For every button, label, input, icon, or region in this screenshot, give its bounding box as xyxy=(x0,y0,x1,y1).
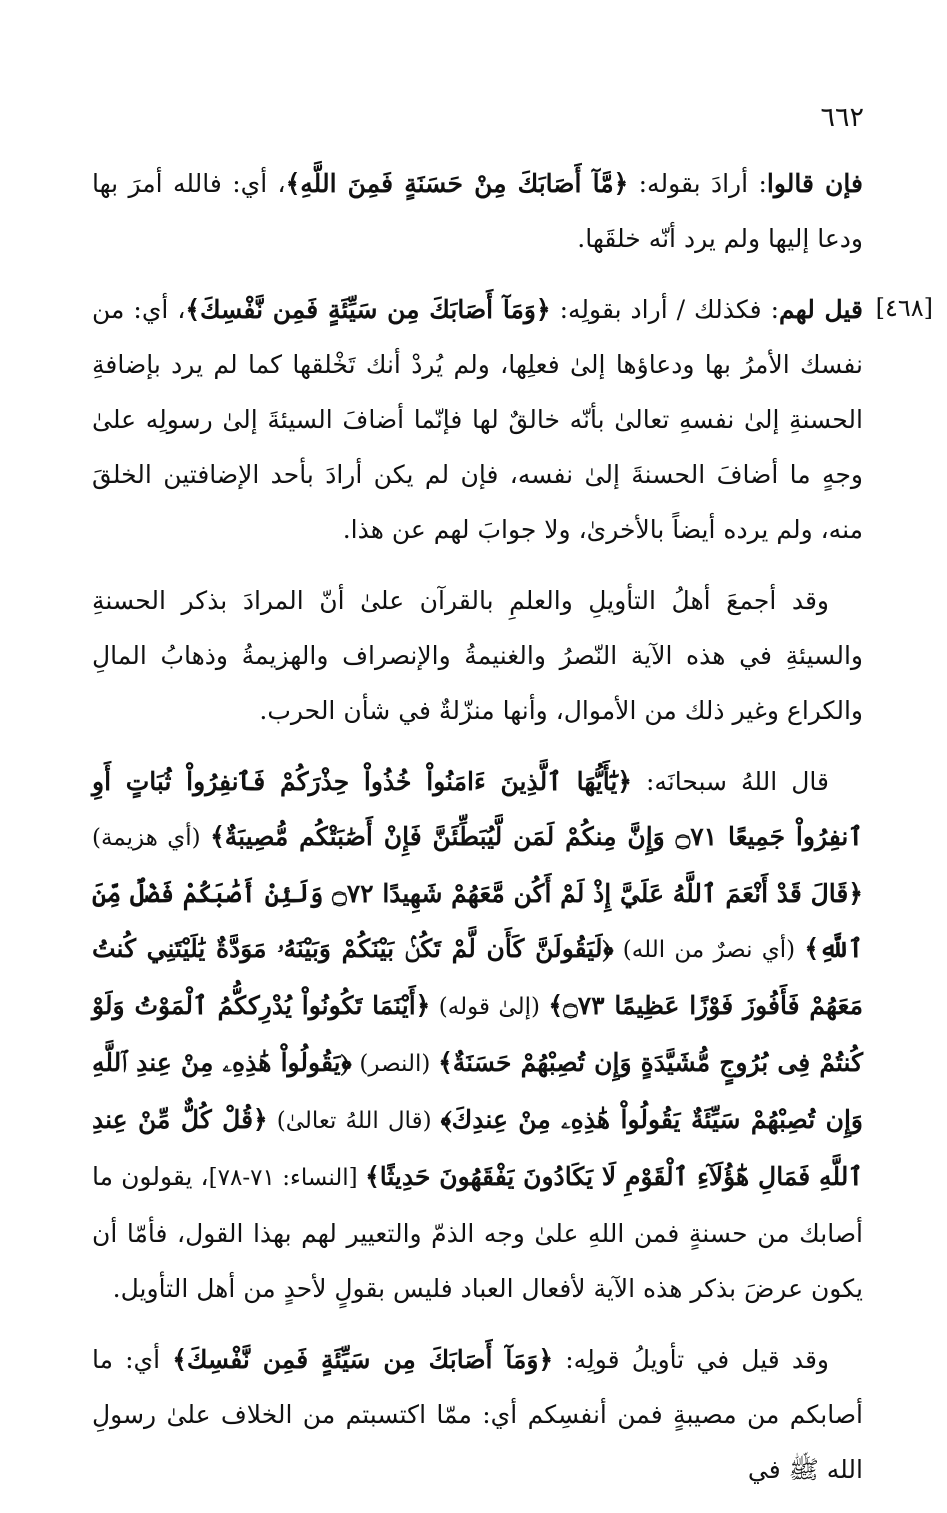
paragraph-5-after: أي: ما أصابكم من مصيبةٍ فمن أنفسِكم أي: ممّا اكتسبتم من الخلاف علىٰ رسولِ الله ﷺ في xyxy=(92,1345,863,1484)
margin-reference: [٤٦٨] xyxy=(875,294,933,322)
paragraph-4-citation: [النساء: ٧١-٧٨] xyxy=(208,1165,366,1191)
paragraph-3: وقد أجمعَ أهلُ التأويلِ والعلمِ بالقرآن علىٰ أنّ المرادَ بذكر الحسنةِ والسيئةِ في هذه الآية النّصرُ والغنيمةُ والإنصراف والهزيمةُ وذهابُ المالِ والكراع وغير ذلك من الأموال، وأنها منزّلةٌ في شأن الحرب. xyxy=(92,586,863,725)
paragraph-1-before: : أرادَ بقوله: xyxy=(628,169,767,198)
paragraph-4-before: قال اللهُ سبحانَه: xyxy=(631,767,829,796)
paragraph-4-note-5: (قال اللهُ تعالىٰ) xyxy=(267,1108,441,1134)
paragraph-5-quran-quote: ﴿وَمَآ أَصَابَكَ مِن سَيِّئَةٍ فَمِن نَّفْسِكَ﴾ xyxy=(172,1345,554,1374)
paragraph-4-quran-quote-5: ﴿يَقُولُواْ هَٰذِهِۦ مِنْ عِندِ ٱللَّهِ وَإِن تُصِبْهُمْ سَيِّئَةٌ يَقُولُواْ هَٰذِهِۦ مِنْ عِندِكَ﴾ xyxy=(92,1048,863,1134)
page-number: ٦٦٢ xyxy=(820,102,864,133)
paragraph-4-note-4: (النصر) xyxy=(351,1051,439,1077)
paragraph-4-note-3: (إلىٰ قوله) xyxy=(430,994,549,1020)
paragraph-5 xyxy=(92,1332,863,1497)
paragraph-2-before: : فكذلك / أراد بقولِه: xyxy=(550,295,780,324)
paragraph-2 xyxy=(92,282,863,557)
paragraph-4-quran-quote-6: ﴿قُلْ كُلٌّ مِّنْ عِندِ ٱللَّهِ فَمَالِ هَٰٓؤُلَآءِ ٱلْقَوْمِ لَا يَكَادُونَ يَفْقَهُونَ حَدِيثًا﴾ xyxy=(92,1105,863,1191)
paragraph-1-quran-quote: ﴿مَّآ أَصَابَكَ مِنْ حَسَنَةٍ فَمِنَ اللَّهِ﴾ xyxy=(285,169,629,198)
paragraph-4-quran-quote-4: ﴿أَيْنَمَا تَكُونُواْ يُدْرِككُّمُ ٱلْمَوْتُ وَلَوْ كُنتُمْ فِى بُرُوجٍ مُّشَيَّدَةٍ وَإِن تُصِبْهُمْ حَسَنَةٌ﴾ xyxy=(92,991,863,1077)
paragraph-4 xyxy=(92,754,863,1316)
paragraph-2-after: ، أي: من نفسك الأمرُ بها ودعاؤها إلىٰ فعلِها، ولم يُردْ أنك تَخْلقها كما لم يرد بإضافةِ الحسنةِ إلىٰ نفسهِ تعالىٰ بأنّه خالقٌ لها فإنّما أضافَ السيئةَ إلىٰ رسولِه علىٰ وجهٍ ما أضافَ الحسنةَ إلىٰ نفسه، فإن لم يكن أرادَ بأحد الإضافتين الخلقَ منه، ولم يرده أيضاً بالأخرىٰ، ولا جوابَ لهم عن هذا. xyxy=(92,295,863,544)
paragraph-2-quran-quote: ﴿وَمَآ أَصَابَكَ مِن سَيِّئَةٍ فَمِن نَّفْسِكَ﴾ xyxy=(185,295,551,324)
paragraph-4-quran-quote-1: ﴿يَٰٓأَيُّهَا ٱلَّذِينَ ءَامَنُواْ خُذُواْ حِذْرَكُمْ فَٱنفِرُواْ ثُبَاتٍ أَوِ ٱنفِرُواْ جَمِيعًا ۝٧١ وَإِنَّ مِنكُمْ لَمَن لَّيُبَطِّئَنَّ فَإِنْ أَصَٰبَتْكُم مُّصِيبَةٌ﴾ xyxy=(92,767,863,851)
paragraph-1 xyxy=(92,156,863,266)
paragraph-4-quran-quote-2: ﴿قَالَ قَدْ أَنْعَمَ ٱللَّهُ عَلَيَّ إِذْ لَمْ أَكُن مَّعَهُمْ شَهِيدًا ۝٧٢ وَلَئِنْ أَصَٰبَكُمْ فَضْلٌ مِّنَ ٱللَّهِ﴾ xyxy=(92,879,863,963)
paragraph-1-lead: فإن قالوا xyxy=(766,169,863,198)
paragraph-4-note-1: (أي هزيمة) xyxy=(92,825,211,851)
paragraph-5-before: وقد قيل في تأويلُ قولِه: xyxy=(553,1345,829,1374)
paragraph-4-after: ، يقولون ما أصابك من حسنةٍ فمن اللهِ علىٰ وجه الذمّ والتعيير لهم بهذا القول، فأمّا أن يكون عرضَ بذكر هذه الآية لأفعال العباد فليس بقولٍ لأحدٍ من أهل التأويل. xyxy=(92,1162,863,1303)
paragraph-2-lead: قيل لهم xyxy=(779,295,863,324)
main-text xyxy=(92,156,863,1513)
paragraph-1-after: ، أي: فالله أمرَ بها ودعا إليها ولم يرد أنّه خلقَها. xyxy=(92,169,863,253)
paragraph-4-note-2: (أي نصرٌ من الله) xyxy=(613,937,805,963)
paragraph-4-quran-quote-3: ﴿لَيَقُولَنَّ كَأَن لَّمْ تَكُنۢ بَيْنَكُمْ وَبَيْنَهُۥ مَوَدَّةٌ يَٰلَيْتَنِي كُنتُ مَعَهُمْ فَأَفُوزَ فَوْزًا عَظِيمًا ۝٧٣﴾ xyxy=(92,934,863,1020)
